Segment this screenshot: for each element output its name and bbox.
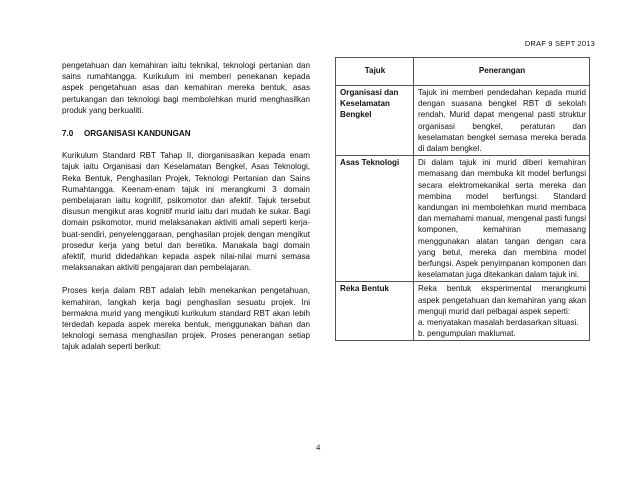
topic-cell: Reka Bentuk	[336, 282, 414, 341]
description-text: Reka bentuk eksperimental merangkumi aspek pengetahuan dan kemahiran yang akan menguji murid dari pelbagai aspek seperti:	[418, 284, 586, 316]
intro-paragraph: pengetahuan dan kemahiran iaitu teknikal, teknologi pertanian dan sains rumahtangga. Kurikulum ini memberi penekanan kepada aspek pengetahuan asas dan kemahiran mereka bentuk, asas pertukangan dan teknologi bagi membolehkan murid menghasilkan produk yang berkualiti.	[62, 61, 310, 115]
description-cell: Tajuk ini memberi pendedahan kepada murid dengan suasana bengkel RBT di sekolah rendah. Murid dapat mengenal pasti struktur organisasi bengkel, peraturan dan keselamatan bengkel semasa mereka berada di dalam bengkel.	[414, 86, 590, 156]
section-number: 7.0	[62, 129, 74, 139]
column-header-description: Penerangan	[414, 58, 590, 86]
description-cell: Di dalam tajuk ini murid diberi kemahiran memasang dan membuka kit model berfungsi secara elektromekanikal serta mereka dan membina model berfungsi. Standard kandungan ini membolehkan murid membaca dan memahami manual, mengenal pasti fungsi komponen, kemahiran memasang menggunakan alatan tangan dengan cara yang betul, mereka dan membina model berfungsi. Aspek penyimpanan komponen dan keselamatan juga ditekankan dalam tajuk ini.	[414, 156, 590, 282]
description-cell	[414, 282, 590, 341]
list-item: a. menyatakan masalah berdasarkan situasi.	[418, 318, 579, 328]
table-row	[336, 156, 590, 282]
table-row	[336, 86, 590, 156]
section-title: ORGANISASI KANDUNGAN	[84, 129, 191, 139]
topic-cell: Asas Teknologi	[336, 156, 414, 282]
section-heading	[62, 128, 310, 139]
page-number: 4	[316, 442, 321, 452]
topic-cell: Organisasi dan Keselamatan Bengkel	[336, 86, 414, 156]
column-header-topic: Tajuk	[336, 58, 414, 86]
draft-date-label: DRAF 9 SEPT 2013	[524, 39, 595, 48]
process-paragraph: Proses kerja dalam RBT adalah lebih menekankan pengetahuan, kemahiran, langkah kerja bagi penghasilan sesuatu projek. Ini bermakna murid yang mengikuti kurikulum standard RBT akan lebih terdedah kepada aspek mereka bentuk, menggunakan bahan dan teknologi semasa menghasilan projek. Proses penerangan setiap tajuk adalah seperti berikut:	[62, 286, 310, 352]
left-column	[62, 60, 310, 353]
list-item: b. pengumpulan maklumat.	[418, 329, 516, 339]
table-header-row	[336, 58, 590, 86]
organisation-paragraph: Kurikulum Standard RBT Tahap II, diorganisasikan kepada enam tajuk iaitu Organisasi dan Keselamatan Bengkel, Asas Teknologi, Reka Bentuk, Penghasilan Projek, Teknologi Pertanian dan Sains Rumahtangga. Keenam-enam tajuk ini merangkumi 3 domain pembelajaran iaitu kognitif, psikomotor dan afektif. Tajuk tersebut disusun mengikut aras kognitif murid iaitu dari mudah ke sukar. Bagi domain psikomotor, murid melaksanakan aktiviti amali seperti kerja-buat-sendiri, penyelenggaraan, penghasilan projek dengan mengikut prosedur kerja yang betul dan beretika. Manakala bagi domain afektif, murid didedahkan kepada aspek nilai-nilai murni semasa melaksanakan aktiviti pengajaran dan pembelajaran.	[62, 151, 310, 273]
table-row	[336, 282, 590, 341]
topic-table	[335, 57, 590, 341]
